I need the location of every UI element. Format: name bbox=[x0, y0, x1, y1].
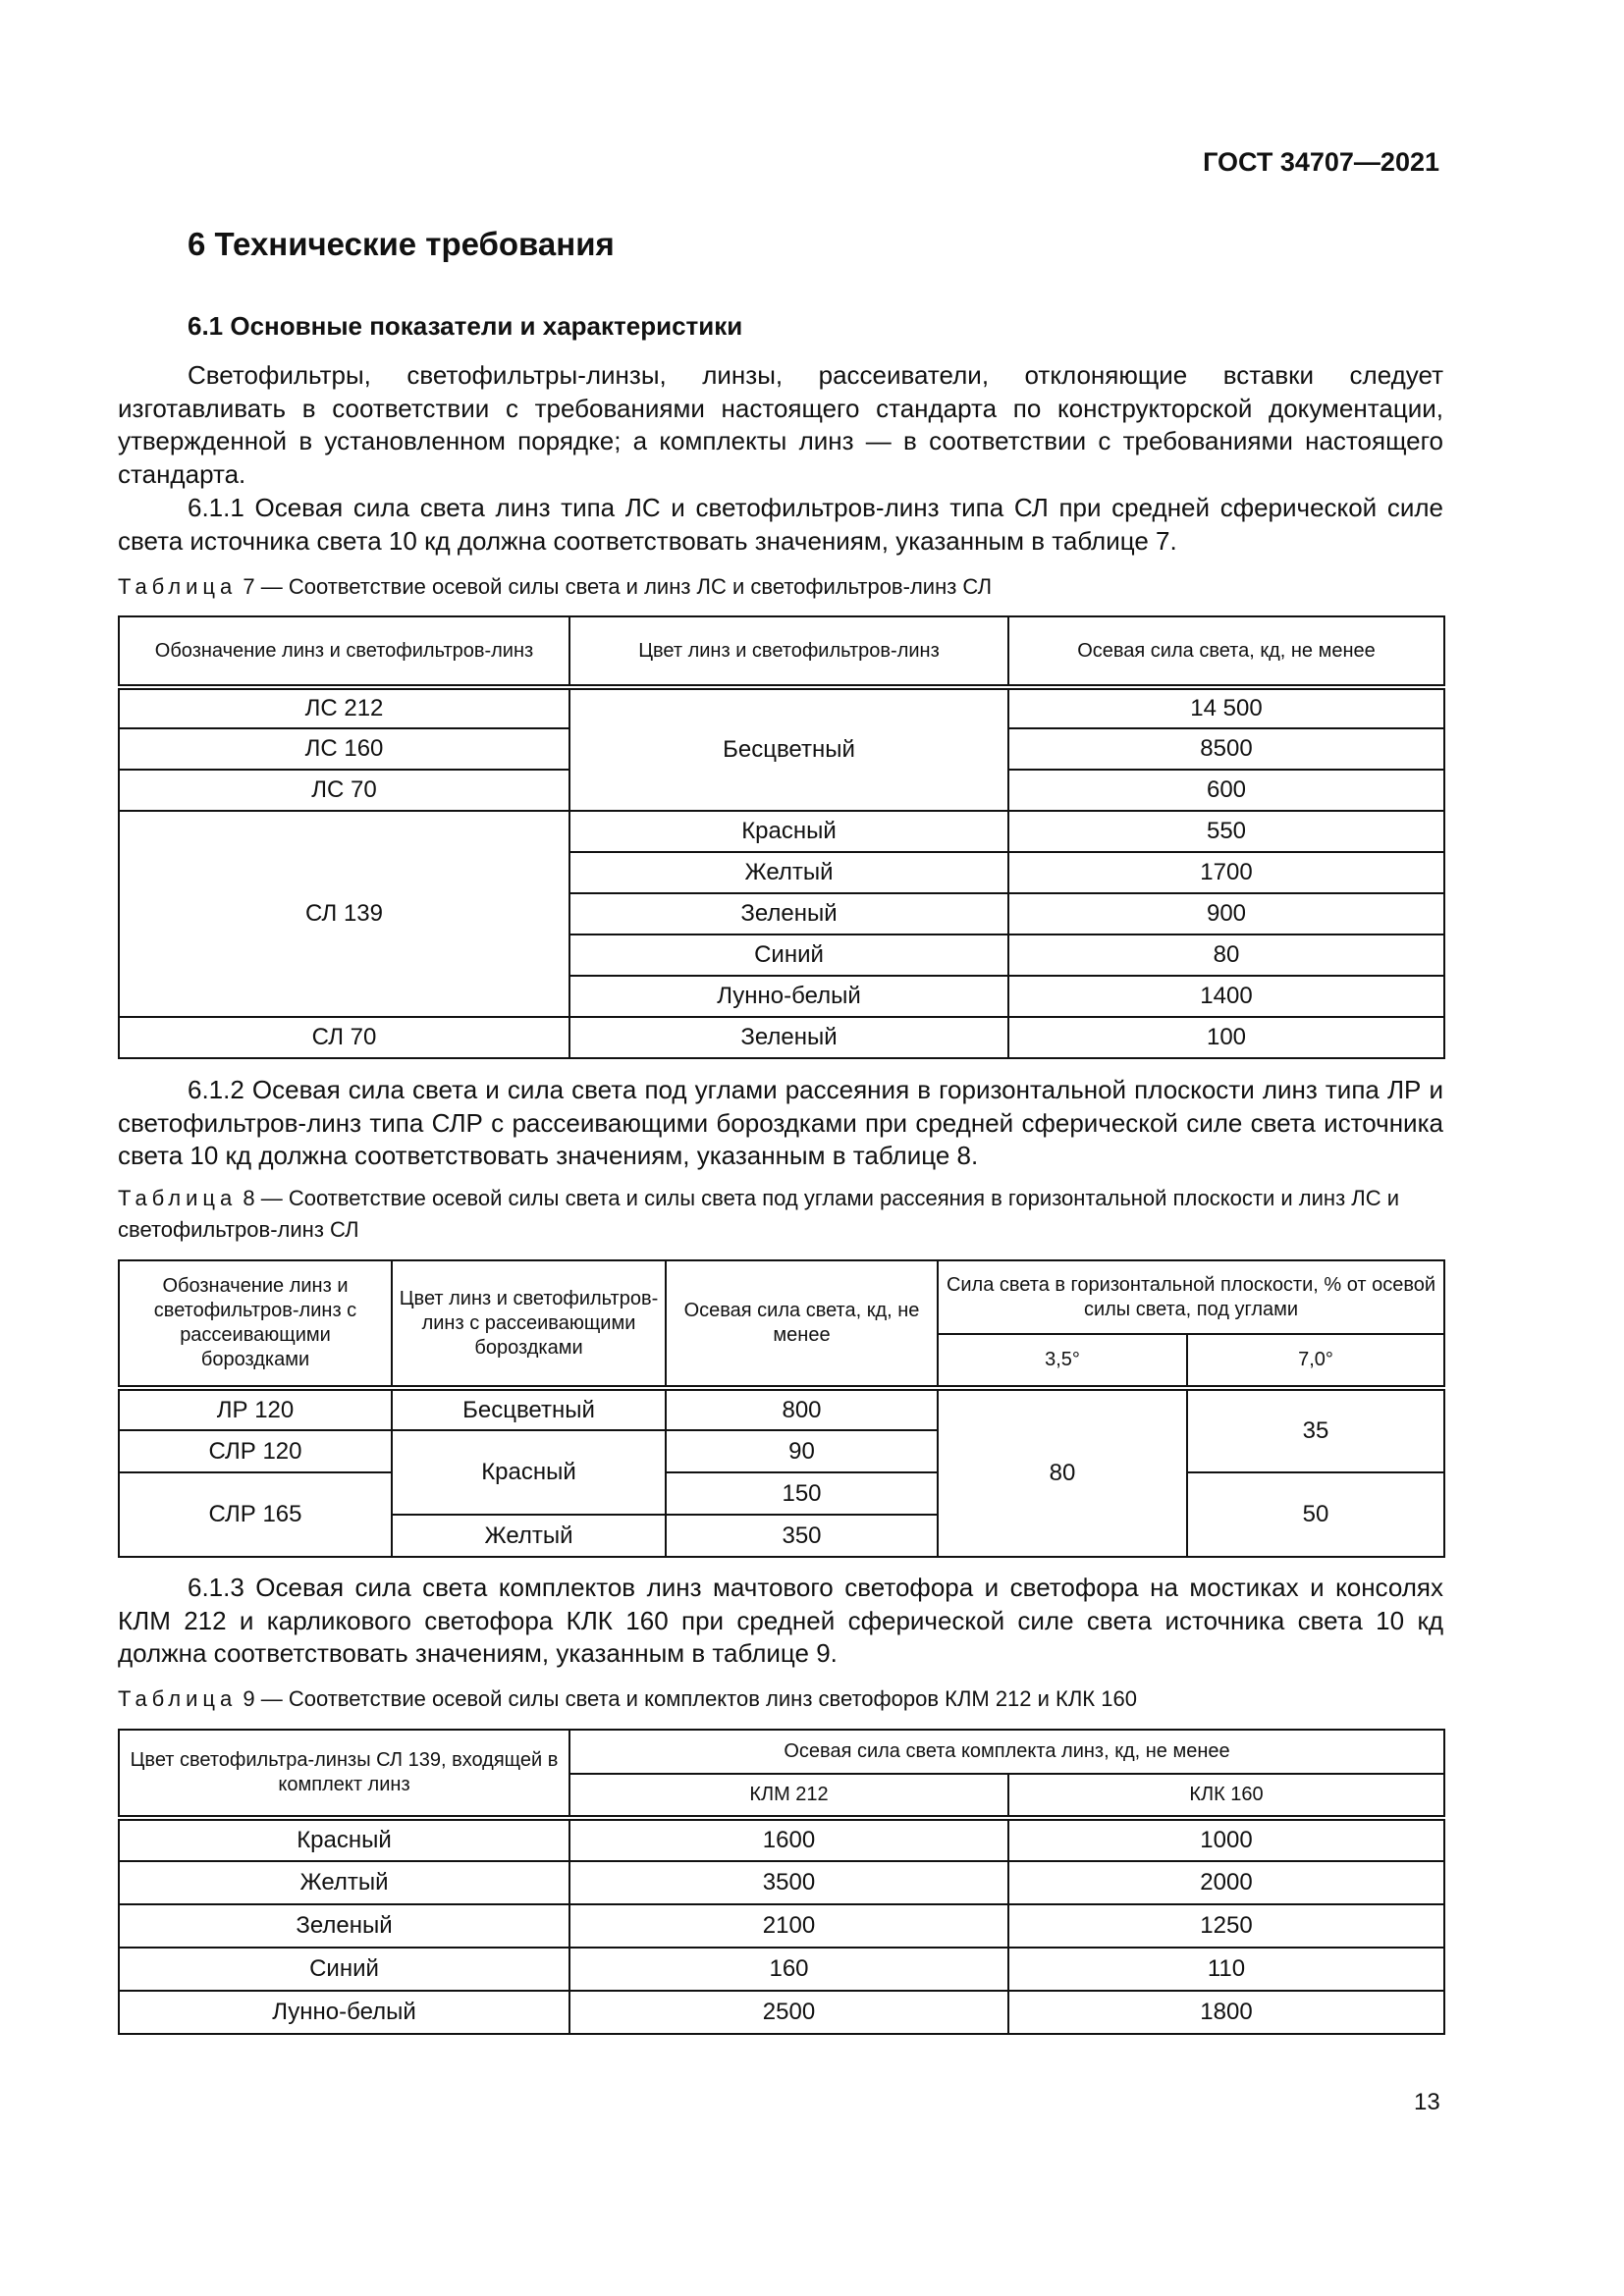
cell: Синий bbox=[119, 1948, 569, 1991]
table-row bbox=[119, 1948, 1444, 1991]
page-number: 13 bbox=[1414, 2089, 1440, 2115]
column-header: Цвет светофильтра-линзы СЛ 139, входящей в комплект линз bbox=[119, 1730, 569, 1818]
cell: Зеленый bbox=[119, 1904, 569, 1948]
table-row bbox=[119, 1904, 1444, 1948]
cell: 1700 bbox=[1008, 852, 1444, 893]
section-title: 6 Технические требования bbox=[188, 226, 615, 262]
table-row bbox=[119, 1017, 1444, 1058]
table-row bbox=[119, 1818, 1444, 1861]
column-header: Сила света в горизонтальной плоскости, % от осевой силы света, под углами bbox=[938, 1260, 1444, 1334]
cell: 1250 bbox=[1008, 1904, 1444, 1948]
cell: 80 bbox=[1008, 934, 1444, 976]
column-header: Осевая сила света комплекта линз, кд, не менее bbox=[569, 1730, 1444, 1774]
subsection-title: 6.1 Основные показатели и характеристики bbox=[188, 311, 743, 341]
cell: Зеленый bbox=[569, 1017, 1008, 1058]
table-7 bbox=[118, 615, 1445, 1059]
cell: 350 bbox=[666, 1515, 938, 1557]
paragraph-intro bbox=[118, 359, 1443, 491]
cell: ЛС 160 bbox=[119, 728, 569, 770]
cell: Бесцветный bbox=[392, 1388, 666, 1430]
table-8 bbox=[118, 1259, 1445, 1558]
column-header: Цвет линз и светофильтров-линз с рассеивающими бороздками bbox=[392, 1260, 666, 1388]
cell: 1400 bbox=[1008, 976, 1444, 1017]
column-header: Осевая сила света, кд, не менее bbox=[666, 1260, 938, 1388]
table8-caption bbox=[118, 1183, 1443, 1246]
cell: 90 bbox=[666, 1430, 938, 1472]
table-row bbox=[119, 1472, 1444, 1515]
cell: 110 bbox=[1008, 1948, 1444, 1991]
paragraph-6-1-3 bbox=[118, 1572, 1443, 1671]
cell: Красный bbox=[119, 1818, 569, 1861]
cell: 550 bbox=[1008, 811, 1444, 852]
cell: ЛС 70 bbox=[119, 770, 569, 811]
cell: ЛР 120 bbox=[119, 1388, 392, 1430]
cell: ЛС 212 bbox=[119, 687, 569, 728]
column-header: КЛМ 212 bbox=[569, 1774, 1008, 1818]
cell: 80 bbox=[938, 1388, 1187, 1557]
column-header: Цвет линз и светофильтров-линз bbox=[569, 616, 1008, 687]
table-row bbox=[119, 1388, 1444, 1430]
cell: 1800 bbox=[1008, 1991, 1444, 2034]
cell: 160 bbox=[569, 1948, 1008, 1991]
cell: 100 bbox=[1008, 1017, 1444, 1058]
table-row bbox=[119, 687, 1444, 728]
cell: 2000 bbox=[1008, 1861, 1444, 1904]
table-row bbox=[119, 1861, 1444, 1904]
cell: 14 500 bbox=[1008, 687, 1444, 728]
column-header: КЛК 160 bbox=[1008, 1774, 1444, 1818]
cell: 3500 bbox=[569, 1861, 1008, 1904]
cell: 50 bbox=[1187, 1472, 1444, 1557]
cell: Зеленый bbox=[569, 893, 1008, 934]
paragraph-text: 6.1.1 Осевая сила света линз типа ЛС и светофильтров-линз типа СЛ при средней сферической силе света источника света 10 кд должна соответствовать значениям, указанным в таблице 7. bbox=[118, 493, 1443, 556]
column-header: 7,0° bbox=[1187, 1334, 1444, 1388]
cell: 600 bbox=[1008, 770, 1444, 811]
table-row bbox=[119, 811, 1444, 852]
table-9 bbox=[118, 1729, 1445, 2035]
paragraph-text: 6.1.2 Осевая сила света и сила света под углами рассеяния в горизонтальной плоскости линз типа ЛР и светофильтров-линз типа СЛР с рассеивающими бороздками при средней сферической силе света источника света 10 кд должна соответствовать значениям, указанным в таблице 8. bbox=[118, 1075, 1443, 1170]
cell: 900 bbox=[1008, 893, 1444, 934]
paragraph-6-1-1 bbox=[118, 492, 1443, 558]
cell: СЛР 120 bbox=[119, 1430, 392, 1472]
caption-text: 8 — Соответствие осевой силы света и силы света под углами рассеяния в горизонтальной плоскости и линз ЛС и светофильтров-линз СЛ bbox=[118, 1186, 1399, 1242]
caption-label: Таблица bbox=[118, 1686, 238, 1711]
paragraph-text: Светофильтры, светофильтры-линзы, линзы, рассеиватели, отклоняющие вставки следует изготавливать в соответствии с требованиями настоящего стандарта по конструкторской документации, утвержденной в установленном порядке; а комплекты линз — в соответствии с требованиями настоящего стандарта. bbox=[118, 360, 1443, 489]
cell: Синий bbox=[569, 934, 1008, 976]
cell: Лунно-белый bbox=[569, 976, 1008, 1017]
cell: Желтый bbox=[119, 1861, 569, 1904]
caption-label: Таблица bbox=[118, 1186, 238, 1210]
cell: Желтый bbox=[569, 852, 1008, 893]
column-header: 3,5° bbox=[938, 1334, 1187, 1388]
cell: 35 bbox=[1187, 1388, 1444, 1472]
cell: 8500 bbox=[1008, 728, 1444, 770]
paragraph-text: 6.1.3 Осевая сила света комплектов линз мачтового светофора и светофора на мостиках и консолях КЛМ 212 и карликового светофора КЛК 160 при средней сферической силе света источника света 10 кд должна соответствовать значениям, указанным в таблице 9. bbox=[118, 1573, 1443, 1668]
cell: СЛР 165 bbox=[119, 1472, 392, 1557]
table9-caption bbox=[118, 1683, 1443, 1715]
cell: Лунно-белый bbox=[119, 1991, 569, 2034]
caption-text: 7 — Соответствие осевой силы света и линз ЛС и светофильтров-линз СЛ bbox=[237, 574, 993, 599]
caption-text: 9 — Соответствие осевой силы света и комплектов линз светофоров КЛМ 212 и КЛК 160 bbox=[237, 1686, 1137, 1711]
column-header: Обозначение линз и светофильтров-линз bbox=[119, 616, 569, 687]
table-row bbox=[119, 1991, 1444, 2034]
caption-label: Таблица bbox=[118, 574, 238, 599]
cell: 1600 bbox=[569, 1818, 1008, 1861]
cell: 2500 bbox=[569, 1991, 1008, 2034]
cell: 150 bbox=[666, 1472, 938, 1515]
cell: 2100 bbox=[569, 1904, 1008, 1948]
standard-number: ГОСТ 34707—2021 bbox=[1203, 147, 1439, 177]
cell: 1000 bbox=[1008, 1818, 1444, 1861]
cell: Красный bbox=[569, 811, 1008, 852]
column-header: Обозначение линз и светофильтров-линз с рассеивающими бороздками bbox=[119, 1260, 392, 1388]
cell: Красный bbox=[392, 1430, 666, 1515]
column-header: Осевая сила света, кд, не менее bbox=[1008, 616, 1444, 687]
table7-caption bbox=[118, 571, 1443, 603]
cell: 800 bbox=[666, 1388, 938, 1430]
cell: СЛ 70 bbox=[119, 1017, 569, 1058]
cell: СЛ 139 bbox=[119, 811, 569, 1017]
cell: Бесцветный bbox=[569, 687, 1008, 811]
cell: Желтый bbox=[392, 1515, 666, 1557]
paragraph-6-1-2 bbox=[118, 1074, 1443, 1173]
